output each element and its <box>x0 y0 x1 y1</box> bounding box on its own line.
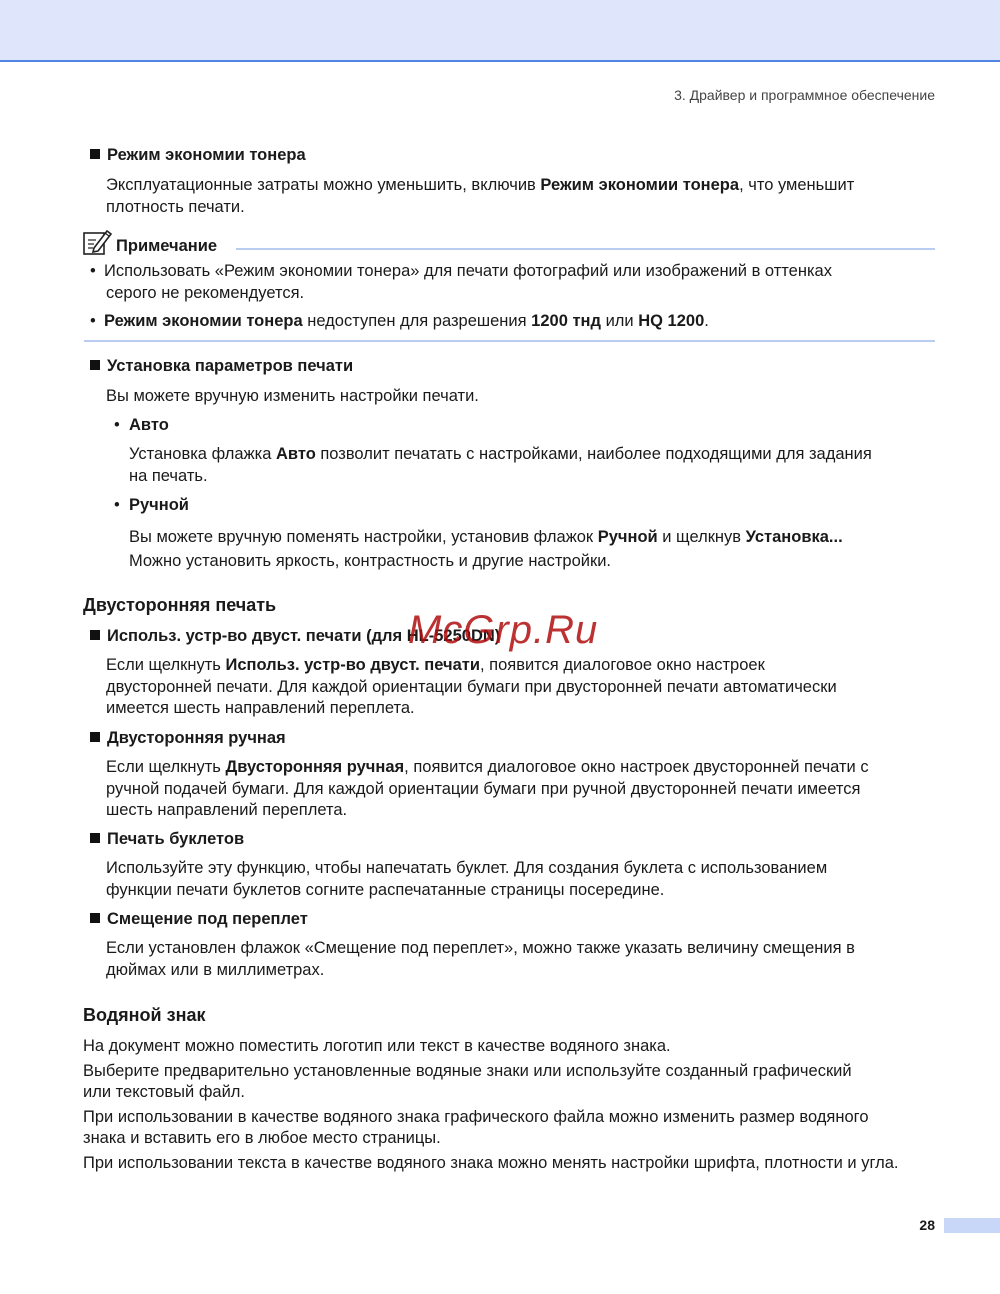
duplex-manual-heading: Двусторонняя ручная <box>90 728 286 750</box>
offset-heading: Смещение под переплет <box>90 909 308 931</box>
toner-line-2: плотность печати. <box>106 197 245 216</box>
booklet-text: Используйте эту функцию, чтобы напечатать буклет. Для создания буклета с использованием функции печати буклетов согните распечатанные страницы посередине. <box>106 859 828 899</box>
note-pencil-icon <box>82 228 112 256</box>
print-settings-intro: Вы можете вручную изменить настройки печати. <box>106 387 479 405</box>
duplex-unit-text: Если щелкнуть Использ. устр-во двуст. печати, появится диалоговое окно настроек двусторонней печати. Для каждой ориентации бумаги при двусторонней печати автоматически имеется шесть направлений переплета. <box>106 656 837 717</box>
note-bullet-2: • Режим экономии тонера недоступен для разрешения 1200 тнд или HQ 1200. <box>90 312 709 330</box>
toner-line-1: Эксплуатационные затраты можно уменьшить, включив Режим экономии тонера, что уменьшит <box>106 176 855 194</box>
page-tab <box>944 1218 1000 1233</box>
booklet-heading: Печать буклетов <box>90 829 244 851</box>
site-watermark: McGrp.Ru <box>408 608 599 652</box>
page-number: 28 <box>919 1217 935 1233</box>
square-bullet-icon <box>90 913 100 923</box>
chapter-title: 3. Драйвер и программное обеспечение <box>674 87 935 103</box>
toner-text <box>106 175 946 218</box>
watermark-text: На документ можно поместить логотип или текст в качестве водяного знака. Выберите предварительно установленные водяные знаки или используйте созданный графический или текстовый файл. При использовании в качестве водяного знака графического файла можно изменить размер водяного знака и вставить его в любое место страницы. При использовании текста в качестве водяного знака можно менять настройки шрифта, плотности и угла. <box>83 1037 899 1172</box>
duplex-manual-text: Если щелкнуть Двусторонняя ручная, появится диалоговое окно настроек двусторонней печати с ручной подачей бумаги. Для каждой ориентации бумаги при ручной двусторонней печати имеется шесть направлений переплета. <box>106 758 869 819</box>
square-bullet-icon <box>90 360 100 370</box>
print-settings-heading: Установка параметров печати <box>90 356 353 378</box>
square-bullet-icon <box>90 732 100 742</box>
note-bullet-1: • Использовать «Режим экономии тонера» для печати фотографий или изображений в оттенках серого не рекомендуется. <box>90 262 832 302</box>
note-bottom-rule <box>84 340 935 342</box>
watermark-section-title: Водяной знак <box>83 1005 206 1025</box>
square-bullet-icon <box>90 149 100 159</box>
offset-text: Если установлен флажок «Смещение под переплет», можно также указать величину смещения в дюймах или в миллиметрах. <box>106 939 855 979</box>
auto-text: Установка флажка Авто позволит печатать с настройками, наиболее подходящими для задания на печать. <box>129 445 872 485</box>
header-band <box>0 0 1000 60</box>
duplex-unit-heading: Использ. устр-во двуст. печати (для HL-5250DN) <box>90 626 500 648</box>
header-rule <box>0 60 1000 62</box>
square-bullet-icon <box>90 630 100 640</box>
note-top-rule <box>236 248 935 250</box>
duplex-section-title: Двусторонняя печать <box>83 595 277 615</box>
toner-heading: Режим экономии тонера <box>90 145 306 167</box>
manual-heading: • Ручной <box>114 496 189 514</box>
auto-heading: • Авто <box>114 416 169 434</box>
note-title: Примечание <box>116 237 218 255</box>
manual-text: Вы можете вручную поменять настройки, установив флажок Ручной и щелкнув Установка... Можно установить яркость, контрастность и другие настройки. <box>129 528 843 570</box>
square-bullet-icon <box>90 833 100 843</box>
